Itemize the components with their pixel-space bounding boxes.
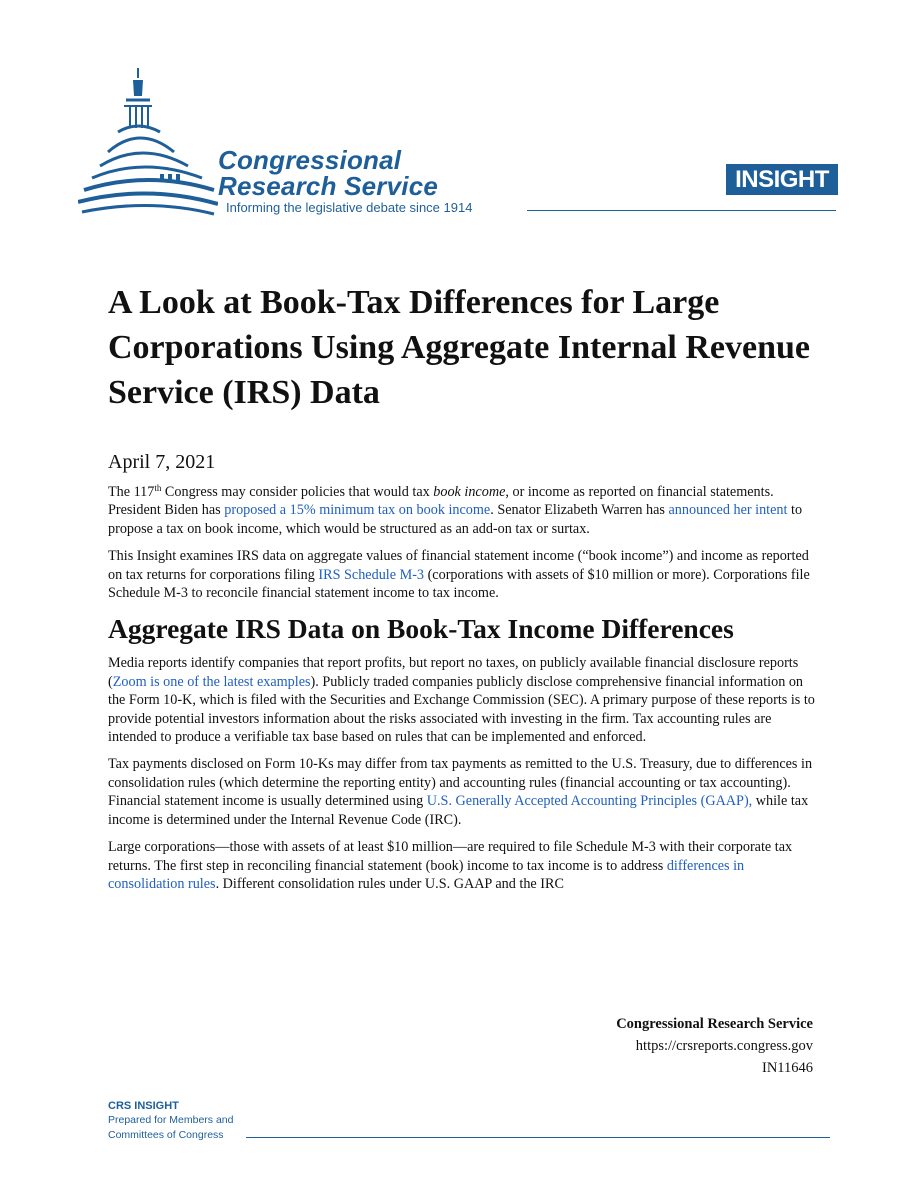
link-biden-proposal[interactable]: proposed a 15% minimum tax on book income bbox=[224, 502, 491, 519]
text-span: Media reports identify companies that report profits, but report no taxes, on publicly available financial disclosure reports ( bbox=[108, 655, 799, 690]
link-gaap[interactable]: U.S. Generally Accepted Accounting Principles (GAAP), bbox=[426, 793, 753, 810]
text-span: The 117 bbox=[108, 484, 155, 500]
paragraph-media-reports bbox=[108, 654, 820, 746]
paragraph-large-corporations bbox=[108, 838, 820, 893]
crs-insight-tag bbox=[108, 1100, 233, 1143]
publication-date: April 7, 2021 bbox=[108, 451, 216, 473]
page-header bbox=[0, 0, 920, 230]
text-span: while tax income is determined under the Internal Revenue Code (IRC). bbox=[108, 793, 809, 828]
document-title: A Look at Book-Tax Differences for Large Corporations Using Aggregate Internal Revenue Service (IRS) Data bbox=[108, 284, 810, 411]
text-span: . Different consolidation rules under U.S. GAAP and the IRC bbox=[215, 875, 564, 892]
link-schedule-m3[interactable]: IRS Schedule M-3 bbox=[318, 566, 425, 583]
text-span: , or income as reported on financial statements. President Biden has bbox=[108, 484, 774, 519]
text-span: This Insight examines IRS data on aggregate values of financial statement income (“book income”) and income as reported on tax returns for corporations filing bbox=[108, 548, 809, 583]
org-name-line1: Congressional bbox=[218, 145, 402, 175]
text-span: ). Publicly traded companies publicly disclose comprehensive financial information on the Form 10-K, which is filed with the Securities and Exchange Commission (SEC). A primary purpose of these reports is to provide potential investors information about the risks associated with investing in the firm. Tax accounting rules are intended to produce a verifiable tax base based on rules that can be implemented and enforced. bbox=[108, 673, 815, 746]
ordinal-superscript: th bbox=[154, 483, 162, 493]
link-consolidation-rules[interactable]: differences in consolidation rules bbox=[108, 857, 745, 892]
footer-url[interactable]: https://crsreports.congress.gov bbox=[635, 1038, 813, 1054]
paragraph-intro bbox=[108, 483, 820, 538]
report-id: IN11646 bbox=[761, 1060, 813, 1076]
insight-badge: INSIGHT bbox=[726, 164, 838, 195]
section-heading: Aggregate IRS Data on Book-Tax Income Differences bbox=[108, 613, 734, 645]
link-zoom-example[interactable]: Zoom is one of the latest examples bbox=[112, 673, 311, 690]
prepared-for-line: Prepared for Members and bbox=[108, 1114, 234, 1126]
document-body bbox=[108, 483, 820, 902]
emphasis-text: book income bbox=[433, 484, 506, 500]
committees-line: Committees of Congress bbox=[108, 1129, 224, 1141]
header-divider bbox=[527, 210, 836, 211]
text-span: to propose a tax on book income, which would be structured as an add-on tax or surtax. bbox=[108, 502, 803, 537]
footer-org-name: Congressional Research Service bbox=[616, 1016, 813, 1032]
bottom-divider bbox=[246, 1137, 830, 1138]
text-span: Tax payments disclosed on Form 10-Ks may differ from tax payments as remitted to the U.S. Treasury, due to differences in consolidation rules (which determine the reporting entity) and accounting rules (financial accounting or tax accounting). Financial statement income is usually determined using bbox=[108, 756, 813, 810]
crs-insight-label: CRS INSIGHT bbox=[108, 1100, 179, 1112]
org-name-line2: Research Service bbox=[218, 171, 439, 201]
capitol-dome-logo-icon bbox=[78, 66, 218, 216]
text-span: . Senator Elizabeth Warren has bbox=[490, 502, 669, 519]
org-tagline: Informing the legislative debate since 1914 bbox=[226, 200, 473, 215]
paragraph-scope bbox=[108, 547, 820, 602]
text-span: (corporations with assets of $10 million or more). Corporations file Schedule M-3 to reconcile financial statement income to tax income. bbox=[108, 566, 810, 602]
link-warren-intent[interactable]: announced her intent bbox=[668, 502, 788, 519]
paragraph-tax-payments bbox=[108, 755, 820, 829]
text-span: Large corporations—those with assets of at least $10 million—are required to file Schedule M-3 with their corporate tax returns. The first step in reconciling financial statement (book) income to tax income is to address bbox=[108, 839, 793, 874]
text-span: Congress may consider policies that would tax bbox=[161, 484, 434, 500]
page-footer bbox=[616, 1013, 813, 1079]
